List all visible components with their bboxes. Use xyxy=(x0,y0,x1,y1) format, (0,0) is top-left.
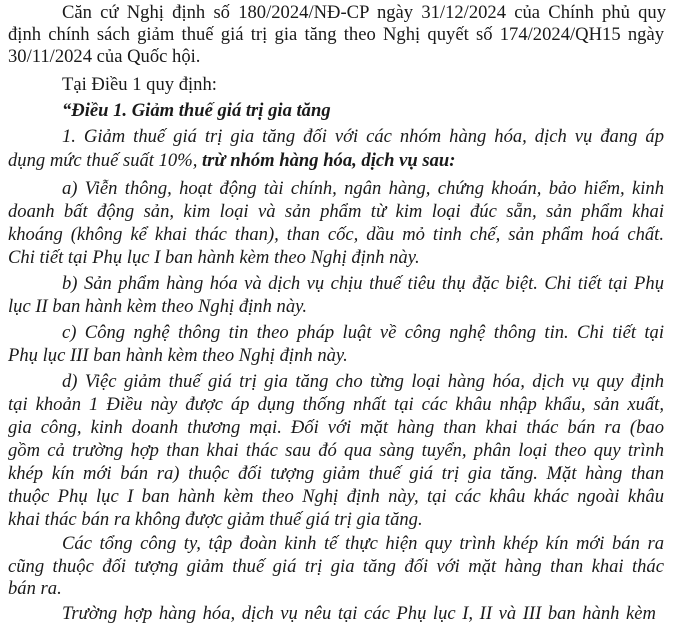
clause-1-exception-text: trừ nhóm hàng hóa, dịch vụ sau: xyxy=(202,150,456,171)
corporations-line-1: Các tổng công ty, tập đoàn kinh tế thực hiện quy trình khép kín mới bán ra xyxy=(62,533,664,554)
item-d-line-3: gia công, kinh doanh thương mại. Đối với mặt hàng than khai thác bán ra (bao xyxy=(8,417,664,438)
clause-1-text: dụng mức thuế suất 10%, xyxy=(8,150,202,171)
intro-line-1: Căn cứ Nghị định số 180/2024/NĐ-CP ngày 31/12/2024 của Chính phủ quy xyxy=(62,2,666,23)
item-b-line-2: lục II ban hành kèm theo Nghị định này. xyxy=(8,296,307,317)
item-a-line-4: Chi tiết tại Phụ lục I ban hành kèm theo Nghị định này. xyxy=(8,247,420,268)
item-a-line-2: doanh bất động sản, kim loại và sản phẩm từ kim loại đúc sẵn, sản phẩm khai xyxy=(8,201,664,222)
corporations-line-3: bán ra. xyxy=(8,578,62,599)
item-c-line-1: c) Công nghệ thông tin theo pháp luật về công nghệ thông tin. Chi tiết tại xyxy=(62,322,664,343)
item-a-line-1: a) Viễn thông, hoạt động tài chính, ngân hàng, chứng khoán, bảo hiểm, kinh xyxy=(62,178,664,199)
item-a-line-3: khoáng (không kể khai thác than), than cốc, dầu mỏ tinh chế, sản phẩm hoá chất. xyxy=(8,224,664,245)
item-b-line-1: b) Sản phẩm hàng hóa và dịch vụ chịu thuế tiêu thụ đặc biệt. Chi tiết tại Phụ xyxy=(62,273,664,294)
provision-line: Tại Điều 1 quy định: xyxy=(62,74,217,95)
item-d-line-5: khép kín mới bán ra) thuộc đối tượng giảm thuế giá trị gia tăng. Mặt hàng than xyxy=(8,463,664,484)
last-line: Trường hợp hàng hóa, dịch vụ nêu tại các Phụ lục I, II và III ban hành kèm xyxy=(62,603,656,624)
item-d-line-6: thuộc Phụ lục I ban hành kèm theo Nghị định này, tại các khâu khác ngoài khâu xyxy=(8,486,664,507)
item-d-line-4: gồm cả trường hợp than khai thác sau đó qua sàng tuyển, phân loại theo quy trình xyxy=(8,440,664,461)
item-d-line-2: tại khoản 1 Điều này được áp dụng thống nhất tại các khâu nhập khẩu, sản xuất, xyxy=(8,394,664,415)
clause-1-line-1: 1. Giảm thuế giá trị gia tăng đối với các nhóm hàng hóa, dịch vụ đang áp xyxy=(62,126,664,147)
clause-1-line-2 xyxy=(8,150,455,172)
item-d-line-7: khai thác bán ra không được giảm thuế giá trị gia tăng. xyxy=(8,509,423,530)
article-heading: “Điều 1. Giảm thuế giá trị gia tăng xyxy=(62,100,331,121)
corporations-line-2: cũng thuộc đối tượng giảm thuế giá trị gia tăng đối với mặt hàng than khai thác xyxy=(8,556,664,577)
intro-line-3: 30/11/2024 của Quốc hội. xyxy=(8,46,201,67)
item-c-line-2: Phụ lục III ban hành kèm theo Nghị định này. xyxy=(8,345,348,366)
intro-line-2: định chính sách giảm thuế giá trị gia tăng theo Nghị quyết số 174/2024/QH15 ngày xyxy=(8,24,664,45)
item-d-line-1: d) Việc giảm thuế giá trị gia tăng cho từng loại hàng hóa, dịch vụ quy định xyxy=(62,371,664,392)
